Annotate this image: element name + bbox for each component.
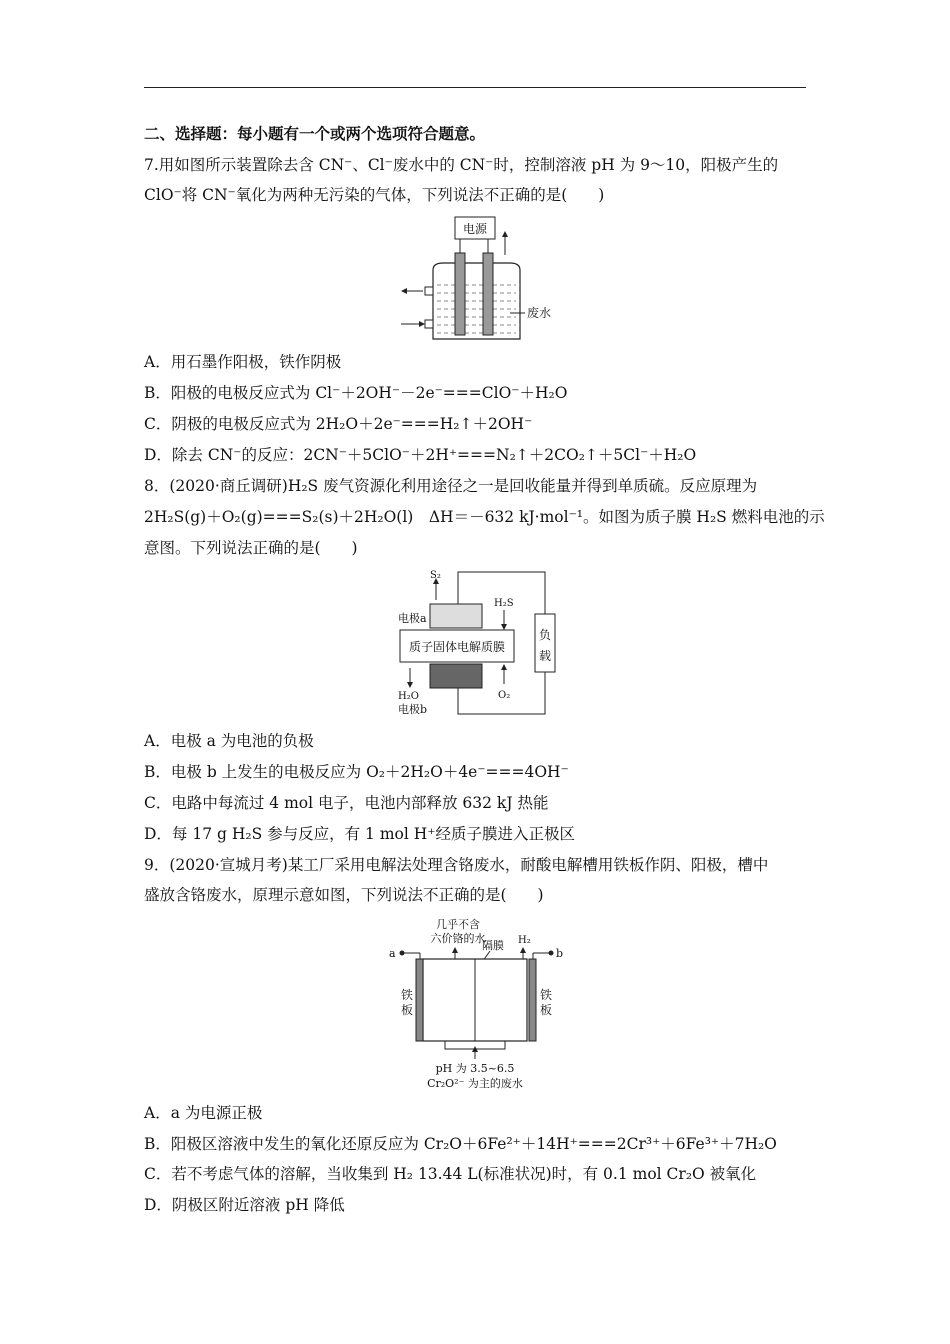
electrode-right [483,253,493,335]
q8-option-b: B．电极 b 上发生的电极反应为 O₂＋2H₂O＋4e⁻===4OH⁻ [144,763,569,781]
q7-option-c: C．阴极的电极反应式为 2H₂O＋2e⁻===H₂↑＋2OH⁻ [144,415,533,433]
gas-arrow [502,231,508,237]
q8-stem-line2: 2H₂S(g)＋O₂(g)===S₂(s)＋2H₂O(l) ΔH＝－632 kJ·mol⁻¹。如图为质子膜 H₂S 燃料电池的示 [144,508,825,526]
q8-fuel-cell-figure [392,568,562,718]
q7-option-a: A．用石墨作阳极，铁作阴极 [144,353,342,371]
h2o-arrow [407,682,413,688]
membrane-label: 隔膜 [482,939,504,952]
load-label-2: 载 [538,649,552,663]
q7-option-d: D．除去 CN⁻的反应：2CN⁻＋5ClO⁻＋2H⁺===N₂↑＋2CO₂↑＋5Cl⁻＋H₂O [144,446,697,464]
q8-option-a: A．电极 a 为电池的负极 [144,732,314,750]
power-label: 电源 [462,222,488,236]
q9-stem-line2: 盛放含铬废水，原理示意如图，下列说法不正确的是( ) [144,886,544,904]
inlet-port [425,320,433,328]
load-label-1: 负 [538,628,552,642]
h2-arrow [520,947,526,953]
s2-label: S₂ [430,570,441,581]
electrode-b-label: 电极b [398,703,428,716]
h2o-label: H₂O [398,691,419,702]
h2s-arrow [501,624,507,630]
h2-label: H₂ [518,935,531,946]
q8-option-d: D．每 17 g H₂S 参与反应，有 1 mol H⁺经质子膜进入正极区 [144,825,575,843]
membrane-label: 质子固体电解质膜 [408,640,506,654]
q7-option-b: B．阳极的电极反应式为 Cl⁻＋2OH⁻－2e⁻===ClO⁻＋H₂O [144,384,568,402]
iron-plate-right [529,959,536,1041]
section-heading: 二、选择题：每小题有一个或两个选项符合题意。 [144,124,486,143]
electrode-left [455,253,465,335]
outflow-arrow [401,288,407,294]
q8-stem-line1: 8．(2020·商丘调研)H₂S 废气资源化利用途径之一是回收能量并得到单质硫。反应原理为 [144,477,758,495]
load-box [535,614,555,672]
outlet-port [425,287,433,295]
q9-stem-line1: 9．(2020·宣城月考)某工厂采用电解法处理含铬废水，耐酸电解槽用铁板作阴、阳极，槽中 [144,856,769,874]
iron-plate-left [416,959,423,1041]
q8-option-c: C．电路中每流过 4 mol 电子，电池内部释放 632 kJ 热能 [144,794,549,812]
q8-stem-line3: 意图。下列说法正确的是( ) [144,539,358,557]
plate-left-label-2: 板 [400,1003,414,1017]
top-label-2: 六价铬的水 [430,932,486,945]
q9-option-d: D．阴极区附近溶液 pH 降低 [144,1196,345,1214]
top-label-1: 几乎不含 [436,918,480,931]
q9-option-c: C．若不考虑气体的溶解，当收集到 H₂ 13.44 L(标准状况)时，有 0.1 mol Cr₂O 被氧化 [144,1165,757,1183]
electrode-b [430,664,482,688]
q7-stem-line2: ClO⁻将 CN⁻氧化为两种无污染的气体，下列说法不正确的是( ) [144,186,605,204]
terminal-b-label: b [556,947,564,960]
o2-arrow [501,664,507,670]
water-label: 废水 [527,306,552,320]
q9-electrolysis-cell-figure [385,915,575,1095]
plate-left-label-1: 铁 [400,988,414,1002]
h2s-label: H₂S [494,598,514,609]
plate-right-label-2: 板 [539,1003,553,1017]
bottom-label-1: pH 为 3.5~6.5 [435,1062,515,1075]
clean-water-arrow [452,947,458,953]
terminal-a-label: a [389,947,396,960]
o2-label: O₂ [498,690,511,701]
header-rule [144,87,806,88]
bottom-label-2: Cr₂O²⁻ 为主的废水 [427,1077,523,1090]
inflow-arrow [419,321,425,327]
plate-right-label-1: 铁 [539,988,553,1002]
q9-option-b: B．阳极区溶液中发生的氧化还原反应为 Cr₂O＋6Fe²⁺＋14H⁺===2Cr³⁺＋6Fe³⁺＋7H₂O [144,1135,777,1153]
electrode-a [430,604,482,628]
q9-option-a: A．a 为电源正极 [144,1104,263,1122]
electrode-a-label: 电极a [398,612,427,625]
q7-stem-line1: 7.用如图所示装置除去含 CN⁻、Cl⁻废水中的 CN⁻时，控制溶液 pH 为 9～10，阳极产生的 [144,156,779,174]
q7-electrolysis-figure [395,215,565,345]
